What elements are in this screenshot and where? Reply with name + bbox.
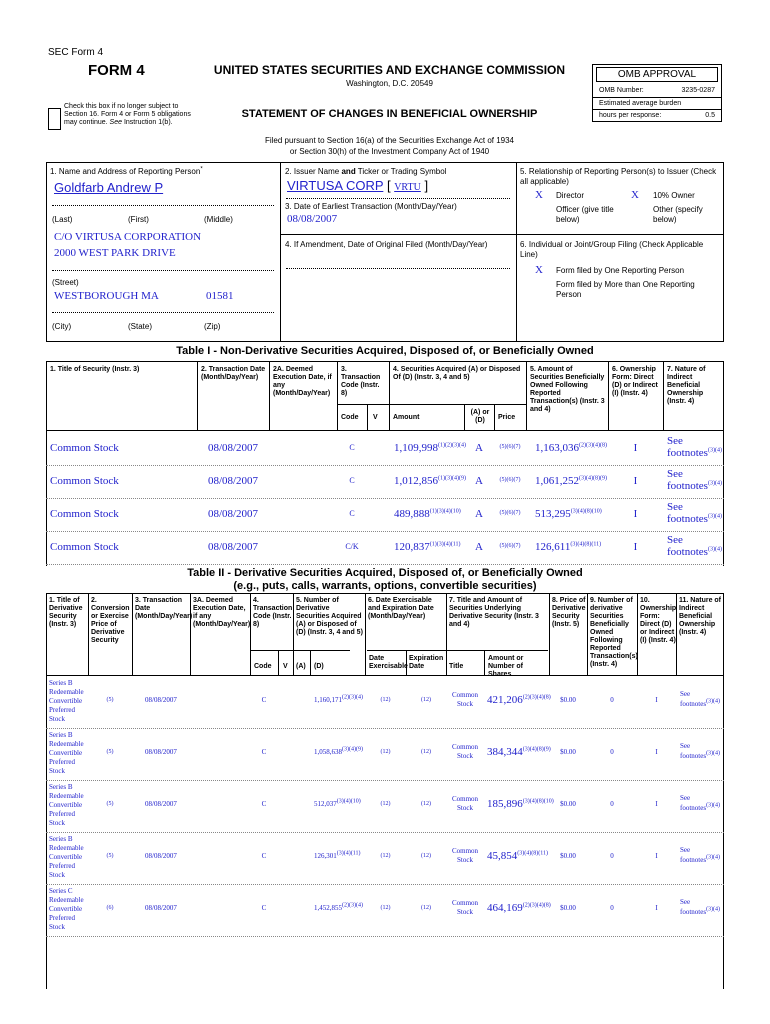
box5-label: 5. Relationship of Reporting Person(s) to Issuer (Check all applicable) <box>520 167 717 186</box>
t2-row-exp[interactable]: (12) <box>421 801 431 807</box>
box1-label <box>50 167 203 177</box>
t2-row-nature-footnotes: footnotes <box>680 804 707 812</box>
t2-row-price: $0.00 <box>560 904 576 912</box>
t1-row-owned-value: 1,163,036 <box>535 442 579 454</box>
t2-row-nature-footnotes: footnotes <box>680 752 707 760</box>
t1-row-ad: A <box>475 442 483 454</box>
t2-row-conv[interactable]: (5) <box>106 697 114 703</box>
t2-row-amt-footnote[interactable]: (2)(3)(4)(8) <box>522 902 551 909</box>
t2-row-num-footnote[interactable]: (2)(3)(4) <box>342 902 363 909</box>
form-title: FORM 4 <box>88 62 145 79</box>
commission-title: UNITED STATES SECURITIES AND EXCHANGE COMMISSION <box>213 63 566 77</box>
t1-row-title: Common Stock <box>50 442 119 454</box>
t1-row-amount <box>394 541 461 553</box>
t2-row-amt-value: 464,169 <box>487 902 523 914</box>
t2-row-exp[interactable]: (12) <box>421 697 431 703</box>
t1-ad: (A) or (D) <box>470 409 490 424</box>
t2-row-title: Common Stock <box>451 743 479 760</box>
t2-row-code: C <box>261 852 267 860</box>
t2-a: (A) <box>296 663 306 670</box>
t2-d: (D) <box>314 663 324 670</box>
t2-row-code: C <box>261 748 267 756</box>
city-label: (City) <box>52 322 72 331</box>
statement-title: STATEMENT OF CHANGES IN BENEFICIAL OWNERSHIP <box>241 108 538 120</box>
one-person-label: Form filed by One Reporting Person <box>556 266 685 275</box>
t2-h7: 7. Title and Amount of Securities Underlying Derivative Security (Instr. 3 and 4) <box>449 597 539 628</box>
t2-h11: 11. Nature of Indirect Beneficial Ownership (Instr. 4) <box>679 597 722 636</box>
box1-label-text: 1. Name and Address of Reporting Person <box>50 167 201 176</box>
omb-number: 3235-0287 <box>681 87 715 94</box>
table1-title: Table I - Non-Derivative Securities Acquired, Disposed of, or Beneficially Owned <box>176 345 594 357</box>
t1-h5: 5. Amount of Securities Beneficially Owned Following Reported Transaction(s) (Instr. 3 and 4) <box>530 366 605 413</box>
reporting-person-name[interactable]: Goldfarb Andrew P <box>54 180 164 195</box>
t1-row-title: Common Stock <box>50 508 119 520</box>
t2-row-form: I <box>655 852 658 860</box>
t1-row-nature[interactable] <box>667 468 722 492</box>
t2-row-num-value: 1,452,855 <box>314 904 342 912</box>
t2-row-nature[interactable] <box>680 689 720 709</box>
t2-row-title: Common Stock <box>451 847 479 864</box>
t1-row-form: I <box>633 475 638 487</box>
t2-h8: 8. Price of Derivative Security (Instr. 5) <box>552 597 586 628</box>
t2-h1: 1. Title of Derivative Security (Instr. 3) <box>49 597 83 628</box>
table2-title-line2: (e.g., puts, calls, warrants, options, convertible securities) <box>233 580 537 592</box>
t1-row-owned <box>535 541 601 553</box>
t2-row-date: 08/08/2007 <box>145 852 177 860</box>
t1-row-date: 08/08/2007 <box>207 508 259 520</box>
t1-row-nature-footnotes: footnotes <box>667 447 708 459</box>
middle-label: (Middle) <box>204 215 233 224</box>
t2-row-num <box>314 748 363 757</box>
box2-label <box>285 167 446 177</box>
t1-row-amount-footnote[interactable]: (1)(3)(4)(11) <box>429 541 461 548</box>
t1-h7: 7. Nature of Indirect Beneficial Ownership (Instr. 4) <box>667 366 706 405</box>
state-label: (State) <box>128 322 153 331</box>
t1-row-form: I <box>633 541 638 553</box>
t1-row-nature[interactable] <box>667 435 722 459</box>
t1-row-owned-footnote[interactable]: (3)(4)(8)(10) <box>570 508 602 515</box>
t2-row-price: $0.00 <box>560 748 576 756</box>
t1-row-owned-footnote[interactable]: (2)(3)(4)(8) <box>579 442 607 449</box>
last-label: (Last) <box>52 215 73 224</box>
t2-row-conv[interactable]: (6) <box>106 905 114 911</box>
t1-h3: 3. Transaction Code (Instr. 8) <box>341 366 381 397</box>
t2-v: V <box>283 663 288 670</box>
t1-h2: 2. Transaction Date (Month/Day/Year) <box>201 366 266 381</box>
t1-row-owned <box>535 442 607 454</box>
t2-row-amt-footnote[interactable]: (3)(4)(8)(9) <box>522 746 551 753</box>
t1-row-ad: A <box>475 541 483 553</box>
t1-row-date: 08/08/2007 <box>207 541 259 553</box>
t2-h2: 2. Conversion or Exercise Price of Derivative Security <box>91 597 130 644</box>
issuer-name[interactable]: VIRTUSA CORP <box>287 178 384 193</box>
t1-row-nature-footnote[interactable]: (3)(4) <box>707 480 722 487</box>
t2-row-price: $0.00 <box>560 800 576 808</box>
t1-row-price-footnote[interactable]: (5)(6)(7) <box>499 510 521 516</box>
t2-row-num <box>314 696 363 705</box>
t2-row-owned: 0 <box>610 904 614 912</box>
omb-number-label: OMB Number: <box>599 87 644 94</box>
t2-row-conv[interactable]: (5) <box>106 853 114 859</box>
t2-row-num-value: 126,301 <box>314 852 337 860</box>
t2-row-security: Series B Redeemable Convertible Preferred Stock <box>49 783 84 827</box>
t2-row-price: $0.00 <box>560 696 576 704</box>
t2-row-num-footnote[interactable]: (3)(4)(9) <box>342 746 363 753</box>
t2-row-nature-footnote[interactable]: (3)(4) <box>706 698 721 705</box>
t1-row-nature-footnote[interactable]: (3)(4) <box>707 513 722 520</box>
t2-row-form: I <box>655 904 658 912</box>
t2-code: Code <box>254 663 272 670</box>
t2-row-title: Common Stock <box>451 795 479 812</box>
t2-row-num-footnote[interactable]: (3)(4)(10) <box>336 798 361 805</box>
t2-row-nature-footnote[interactable]: (3)(4) <box>706 802 721 809</box>
t2-row-owned: 0 <box>610 800 614 808</box>
t1-row-ad: A <box>475 475 483 487</box>
t1-row-amount-value: 120,837 <box>394 541 430 553</box>
t2-row-price: $0.00 <box>560 852 576 860</box>
t2-row-form: I <box>655 800 658 808</box>
t1-row-nature-footnotes: footnotes <box>667 546 708 558</box>
box4-label: 4. If Amendment, Date of Original Filed (Month/Day/Year) <box>285 240 488 249</box>
t2-exp: Expiration Date <box>409 655 444 670</box>
ticker-symbol[interactable]: VRTU <box>394 182 421 193</box>
t2-row-amt <box>487 850 548 862</box>
t1-row-amount-footnote[interactable]: (1)(3)(4)(10) <box>429 508 461 515</box>
t2-row-title: Common Stock <box>451 691 479 708</box>
t1-row-owned-footnote[interactable]: (3)(4)(8)(9) <box>579 475 607 482</box>
city-state-value: WESTBOROUGH MA <box>54 290 159 302</box>
t1-row-date: 08/08/2007 <box>207 442 259 454</box>
t2-h3: 3. Transaction Date (Month/Day/Year) <box>135 597 193 620</box>
t1-row-code: C/K <box>345 542 359 551</box>
t2-row-owned: 0 <box>610 852 614 860</box>
t1-h4: 4. Securities Acquired (A) or Disposed Of (D) (Instr. 3, 4 and 5) <box>393 366 521 381</box>
zip-label: (Zip) <box>204 322 221 331</box>
t1-row-nature-see: See <box>667 534 683 546</box>
one-person-x[interactable]: X <box>535 264 543 276</box>
director-x[interactable]: X <box>535 189 543 201</box>
no-longer-subject-checkbox[interactable] <box>48 108 61 130</box>
t2-row-nature-see: See <box>680 794 691 802</box>
t2-row-nature[interactable] <box>680 897 720 917</box>
ten-percent-owner-label: 10% Owner <box>653 191 695 200</box>
director-label: Director <box>556 191 585 200</box>
t1-row-amount <box>394 442 466 454</box>
box6-label: 6. Individual or Joint/Group Filing (Check Applicable Line) <box>520 240 704 259</box>
omb-hours: 0.5 <box>705 112 715 119</box>
t2-row-nature-see: See <box>680 846 691 854</box>
t2-row-num-value: 512,037 <box>314 800 337 808</box>
t1-h6: 6. Ownership Form: Direct (D) or Indirect (I) (Instr. 4) <box>612 366 658 397</box>
box1-star: * <box>200 166 203 173</box>
t2-row-num-value: 1,058,638 <box>314 748 342 756</box>
omb-approval-title: OMB APPROVAL <box>596 67 718 82</box>
t2-row-exer[interactable]: (12) <box>380 749 391 755</box>
checkbox-text: Check this box if no longer subject to Section 16. Form 4 or Form 5 obligations may continue. <box>64 103 191 126</box>
t2-row-security: Series B Redeemable Convertible Preferred Stock <box>49 679 84 723</box>
t1-row-code: C <box>349 509 355 518</box>
t2-row-num <box>314 800 361 809</box>
t2-h4: 4. Transaction Code (Instr. 8) <box>253 597 293 628</box>
t2-row-nature-footnotes: footnotes <box>680 700 707 708</box>
box2-label-and: and <box>341 167 356 176</box>
t2-row-owned: 0 <box>610 696 614 704</box>
t1-row-ad: A <box>475 508 483 520</box>
t2-row-exer[interactable]: (12) <box>380 853 391 859</box>
officer-label: Officer (give title below) <box>556 205 614 224</box>
t2-row-conv[interactable]: (5) <box>106 749 114 755</box>
t2-row-amt-footnote[interactable]: (3)(4)(8)(10) <box>522 798 554 805</box>
more-person-label: Form filed by More than One Reporting Person <box>556 280 695 299</box>
t1-row-nature-see: See <box>667 501 683 513</box>
box2-label-post: Ticker or Trading Symbol <box>357 167 447 176</box>
t2-row-code: C <box>261 800 267 808</box>
issuer-line <box>287 178 428 193</box>
street-label: (Street) <box>52 278 79 287</box>
t2-row-exer[interactable]: (12) <box>380 801 391 807</box>
other-label: Other (specify below) <box>653 205 703 224</box>
t2-row-num <box>314 904 363 913</box>
t2-row-nature[interactable] <box>680 741 720 761</box>
t2-h5: 5. Number of Derivative Securities Acquired (A) or Disposed of (D) (Instr. 3, 4 and 5) <box>296 597 363 636</box>
t1-row-price-footnote[interactable]: (5)(6)(7) <box>499 543 521 549</box>
t1-row-nature-footnote[interactable]: (3)(4) <box>707 546 722 553</box>
t2-row-date: 08/08/2007 <box>145 800 177 808</box>
t2-row-nature-see: See <box>680 690 691 698</box>
address-line2: 2000 WEST PARK DRIVE <box>54 247 176 259</box>
t1-row-nature-footnotes: footnotes <box>667 513 708 525</box>
t2-row-amt <box>487 798 554 810</box>
t2-row-conv[interactable]: (5) <box>106 801 114 807</box>
t2-row-nature-see: See <box>680 742 691 750</box>
box2-label-pre: 2. Issuer Name <box>285 167 340 176</box>
t2-row-num-footnote[interactable]: (2)(3)(4) <box>342 694 363 701</box>
filed-pursuant-line2: or Section 30(h) of the Investment Company Act of 1940 <box>289 147 490 156</box>
t2-row-amt <box>487 902 551 914</box>
t1-row-code: C <box>349 443 355 452</box>
ticker-open-bracket: [ <box>386 178 391 193</box>
t2-row-nature-footnotes: footnotes <box>680 908 707 916</box>
t2-row-exer[interactable]: (12) <box>380 697 391 703</box>
t2-row-exer[interactable]: (12) <box>380 905 391 911</box>
t2-amt: Amount or Number of Shares <box>488 655 524 678</box>
t1-code: Code <box>341 414 359 421</box>
t2-row-date: 08/08/2007 <box>145 748 177 756</box>
checkbox-see: See <box>109 119 123 126</box>
t2-row-amt-footnote[interactable]: (2)(3)(4)(8) <box>522 694 551 701</box>
t1-row-owned <box>535 508 602 520</box>
t1-row-nature[interactable] <box>667 534 722 558</box>
box3-label: 3. Date of Earliest Transaction (Month/Day/Year) <box>285 202 457 211</box>
t1-row-owned-value: 1,061,252 <box>535 475 579 487</box>
t2-h10: 10. Ownership Form: Direct (D) or Indirect (I) (Instr. 4) <box>640 597 677 644</box>
t2-row-security: Series C Redeemable Convertible Preferred Stock <box>49 887 84 931</box>
t1-row-nature-see: See <box>667 435 683 447</box>
t1-row-form: I <box>633 442 638 454</box>
t2-row-amt-value: 384,344 <box>487 746 523 758</box>
t1-row-amount-value: 489,888 <box>394 508 430 520</box>
t1-row-nature-footnotes: footnotes <box>667 480 708 492</box>
t2-row-date: 08/08/2007 <box>145 904 177 912</box>
t2-row-num-value: 1,160,171 <box>314 696 342 704</box>
t2-row-security: Series B Redeemable Convertible Preferred Stock <box>49 731 84 775</box>
t1-row-price-footnote[interactable]: (5)(6)(7) <box>499 477 521 483</box>
t2-row-nature-footnote[interactable]: (3)(4) <box>706 854 721 861</box>
ten-percent-owner-x[interactable]: X <box>631 189 639 201</box>
t2-row-nature[interactable] <box>680 845 720 865</box>
t1-row-price-footnote[interactable]: (5)(6)(7) <box>499 444 521 450</box>
t2-row-code: C <box>261 696 267 704</box>
t2-row-amt <box>487 746 551 758</box>
t2-row-nature[interactable] <box>680 793 720 813</box>
omb-hours-label: hours per response: <box>599 112 662 119</box>
t1-row-code: C <box>349 476 355 485</box>
t1-row-nature-footnote[interactable]: (3)(4) <box>707 447 722 454</box>
t1-v: V <box>373 414 378 421</box>
t2-title: Title <box>449 663 464 670</box>
t2-row-nature-footnotes: footnotes <box>680 856 707 864</box>
t2-row-amt-footnote[interactable]: (3)(4)(8)(11) <box>517 850 549 857</box>
t2-h6: 6. Date Exercisable and Expiration Date (Month/Day/Year) <box>368 597 434 620</box>
t1-amount: Amount <box>393 414 420 421</box>
t2-row-exp[interactable]: (12) <box>421 749 431 755</box>
ticker-close-bracket: ] <box>424 178 429 193</box>
table2-title-line1: Table II - Derivative Securities Acquired, Disposed of, or Beneficially Owned <box>187 567 583 579</box>
t2-row-form: I <box>655 748 658 756</box>
t1-row-owned-value: 513,295 <box>535 508 571 520</box>
t2-row-amt <box>487 694 551 706</box>
t1-row-nature-see: See <box>667 468 683 480</box>
t1-price: Price <box>498 414 516 421</box>
t2-row-title: Common Stock <box>451 899 479 916</box>
earliest-transaction-date: 08/08/2007 <box>287 213 338 225</box>
t1-row-title: Common Stock <box>50 475 119 487</box>
t1-row-owned-footnote[interactable]: (3)(4)(8)(11) <box>570 541 602 548</box>
first-label: (First) <box>128 215 149 224</box>
t2-row-code: C <box>261 904 267 912</box>
t2-row-num <box>314 852 361 861</box>
t1-row-amount-value: 1,109,998 <box>394 442 438 454</box>
checkbox-instruction-ref: Instruction 1(b). <box>123 119 173 126</box>
t2-row-nature-see: See <box>680 898 691 906</box>
t2-h9: 9. Number of derivative Securities Beneficially Owned Following Reported Transaction(s) (Instr. 4) <box>590 597 638 668</box>
t2-row-form: I <box>655 696 658 704</box>
t2-row-exp[interactable]: (12) <box>421 905 431 911</box>
t2-exer: Date Exercisable <box>369 655 408 670</box>
t2-row-exp[interactable]: (12) <box>421 853 431 859</box>
zip-value: 01581 <box>206 290 234 302</box>
t1-row-form: I <box>633 508 638 520</box>
omb-approval-box <box>592 64 722 122</box>
t1-row-date: 08/08/2007 <box>207 475 259 487</box>
filed-pursuant-line1: Filed pursuant to Section 16(a) of the Securities Exchange Act of 1934 <box>264 136 515 145</box>
t1-row-amount <box>394 508 461 520</box>
t2-row-amt-value: 185,896 <box>487 798 523 810</box>
t2-row-amt-value: 45,854 <box>487 850 518 862</box>
t2-row-num-footnote[interactable]: (3)(4)(11) <box>336 850 361 857</box>
commission-location: Washington, D.C. 20549 <box>346 79 433 88</box>
t1-row-amount-footnote[interactable]: (1)(3)(4)(9) <box>438 475 466 482</box>
t2-h3a: 3A. Deemed Execution Date, if any (Month/Day/Year) <box>193 597 251 628</box>
address-line1: C/O VIRTUSA CORPORATION <box>54 231 202 243</box>
t2-row-owned: 0 <box>610 748 614 756</box>
t1-row-owned <box>535 475 607 487</box>
sec-form-label: SEC Form 4 <box>48 47 104 58</box>
t2-row-nature-footnote[interactable]: (3)(4) <box>706 906 721 913</box>
t1-row-owned-value: 126,611 <box>535 541 571 553</box>
t1-row-amount-value: 1,012,856 <box>394 475 438 487</box>
t2-row-nature-footnote[interactable]: (3)(4) <box>706 750 721 757</box>
t2-row-security: Series B Redeemable Convertible Preferred Stock <box>49 835 84 879</box>
t1-h2a: 2A. Deemed Execution Date, if any (Month/Day/Year) <box>273 366 332 397</box>
checkbox-instructions <box>64 103 199 127</box>
t1-h1: 1. Title of Security (Instr. 3) <box>50 366 140 373</box>
t1-row-amount-footnote[interactable]: (1)(2)(3)(4) <box>438 442 466 449</box>
t1-row-amount <box>394 475 466 487</box>
t2-row-amt-value: 421,206 <box>487 694 523 706</box>
t2-row-date: 08/08/2007 <box>145 696 177 704</box>
omb-burden-label: Estimated average burden <box>599 100 682 107</box>
t1-row-nature[interactable] <box>667 501 722 525</box>
t1-row-title: Common Stock <box>50 541 119 553</box>
